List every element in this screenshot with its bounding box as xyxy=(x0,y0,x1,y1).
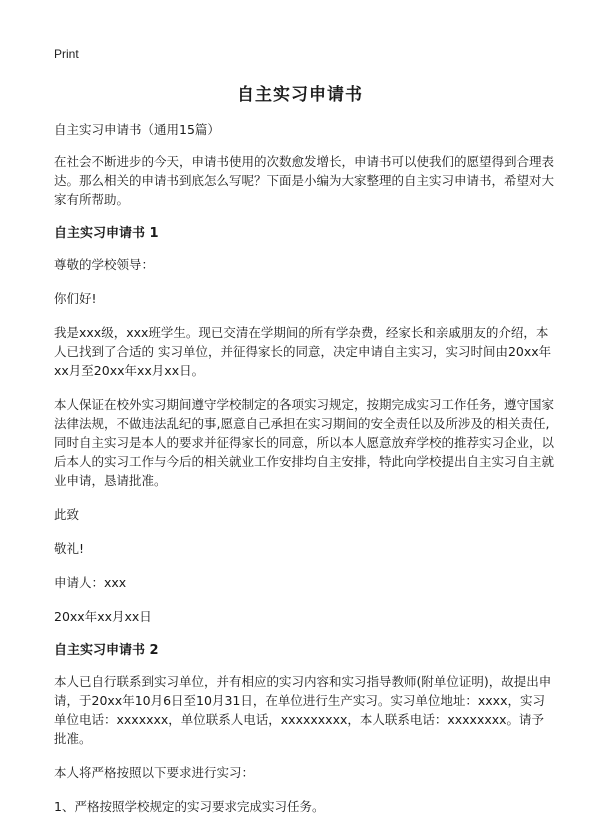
date-line: 20xx年xx月xx日 xyxy=(54,609,152,624)
section-1-heading: 自主实习申请书 1 xyxy=(54,226,159,241)
section-2-paragraph-1: 本人已自行联系到实习单位，并有相应的实习内容和实习指导教师(附单位证明)，故提出申请，于20xx年10月6日至10月31日，在单位进行生产实习。实习单位地址：xxxx，实习单位电话：xxxxxxx，单位联系人电话，xxxxxxxxx，本人联系电话：xxxxxxxx。请予批准。 xyxy=(54,674,552,746)
print-link[interactable]: Print xyxy=(54,47,79,61)
intro-paragraph: 在社会不断进步的今天，申请书使用的次数愈发增长，申请书可以使我们的愿望得到合理表达。那么相关的申请书到底怎么写呢？下面是小编为大家整理的自主实习申请书，希望对大家有所帮助。 xyxy=(54,154,555,207)
section-2-list-item-1: 1、严格按照学校规定的实习要求完成实习任务。 xyxy=(54,799,325,814)
document-body xyxy=(54,120,554,831)
section-2-paragraph-2: 本人将严格按照以下要求进行实习： xyxy=(54,765,255,780)
section-1-paragraph-1: 我是xxx级，xxx班学生。现已交清在学期间的所有学杂费，经家长和亲戚朋友的介绍，本人已找到了合适的 实习单位，并征得家长的同意，决定申请自主实习，实习时间由20xx年xx月至20xx年xx月xx日。 xyxy=(54,325,552,378)
applicant-line: 申请人：xxx xyxy=(54,575,127,590)
page-title: 自主实习申请书 xyxy=(237,85,363,105)
document-subtitle: 自主实习申请书（通用15篇） xyxy=(54,122,220,137)
salutation: 尊敬的学校领导： xyxy=(54,257,155,272)
closing-line-1: 此致 xyxy=(54,507,80,522)
greeting: 你们好! xyxy=(54,291,97,306)
section-2-heading: 自主实习申请书 2 xyxy=(54,643,159,658)
section-1-paragraph-2: 本人保证在校外实习期间遵守学校制定的各项实习规定，按期完成实习工作任务，遵守国家法律法规，不做违法乱纪的事,愿意自己承担在实习期间的安全责任以及所涉及的相关责任,同时自主实习是本人的要求并征得家长的同意，所以本人愿意放弃学校的推荐实习企业，以后本人的实习工作与今后的相关就业工作安排均自主安排，特此向学校提出自主实习自主就业申请，恳请批准。 xyxy=(54,397,555,488)
closing-line-2: 敬礼! xyxy=(54,541,85,556)
